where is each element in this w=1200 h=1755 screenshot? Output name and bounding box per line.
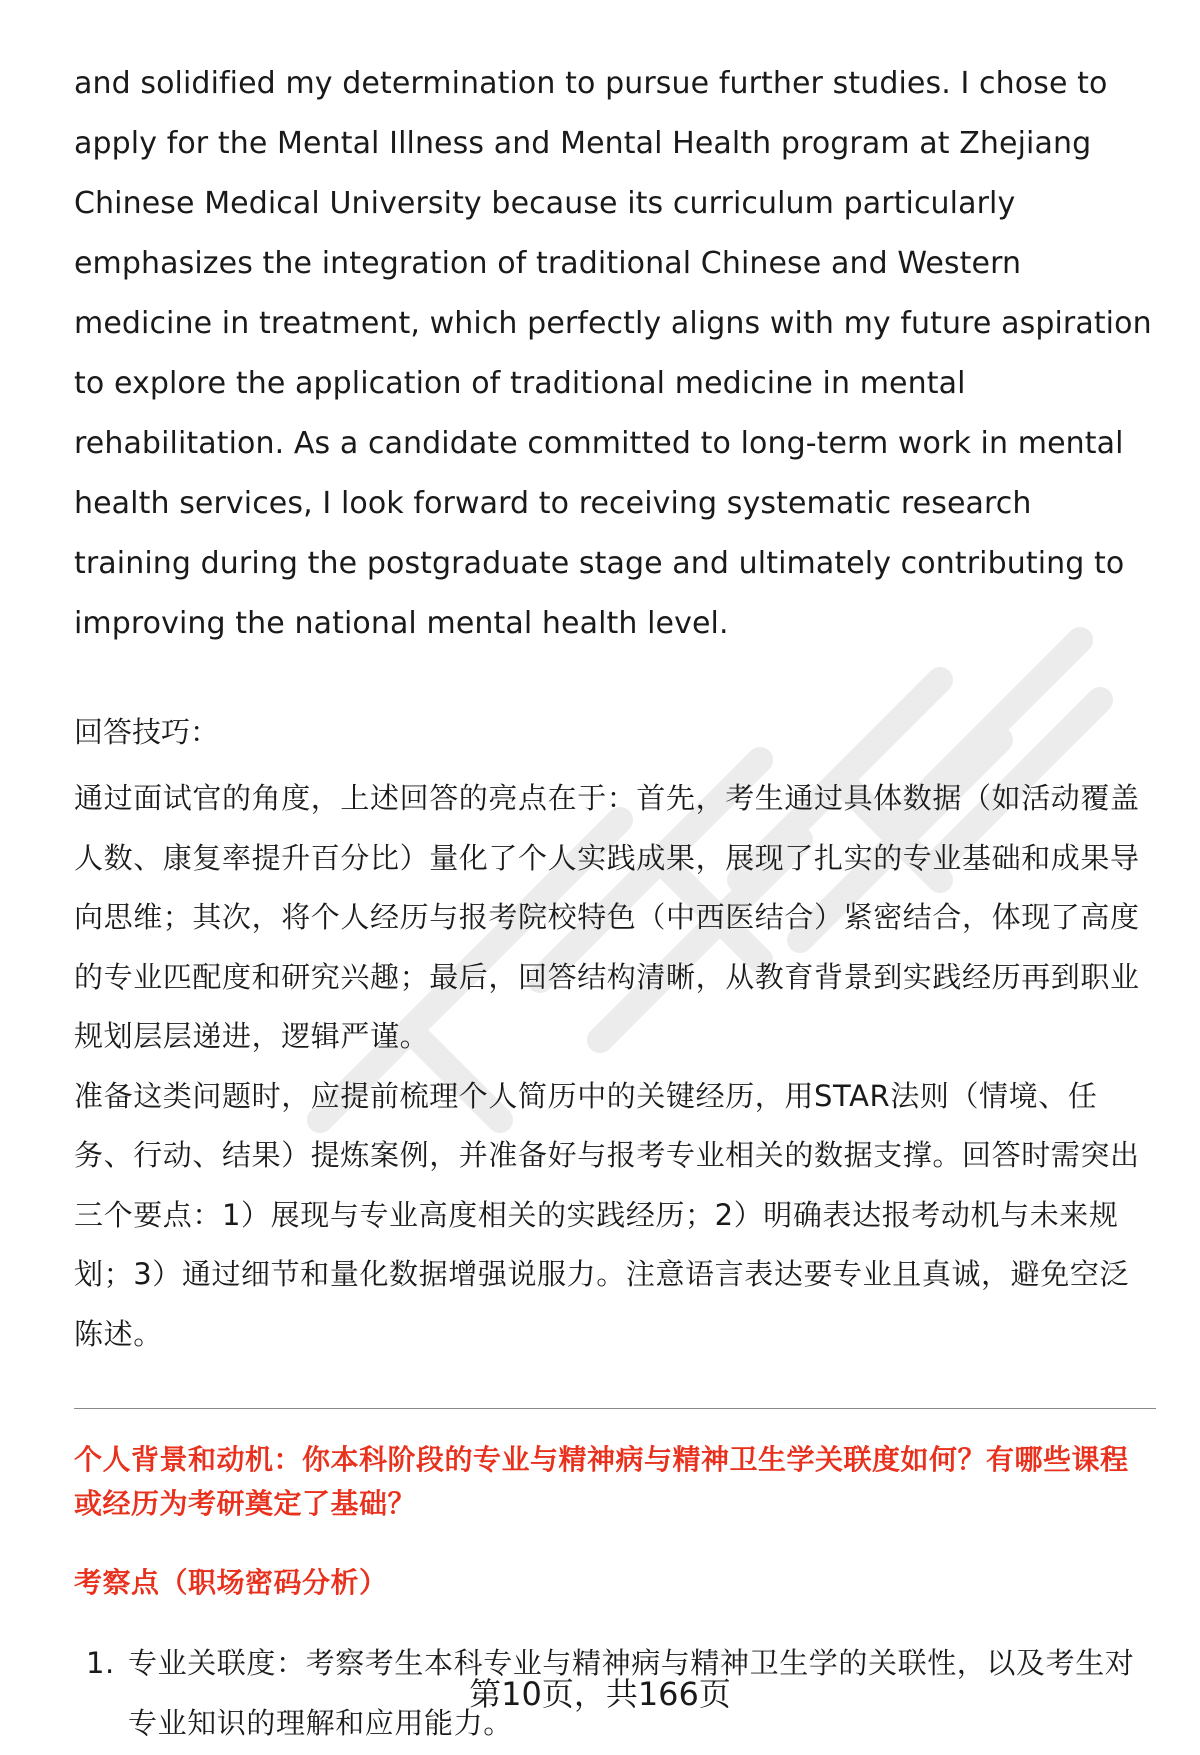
section-divider — [74, 1408, 1156, 1409]
page-footer: 第10页，共166页 — [469, 1675, 731, 1713]
tips-paragraph-2: 准备这类问题时，应提前梳理个人简历中的关键经历，用STAR法则（情境、任务、行动、结果）提炼案例，并准备好与报考专业相关的数据支撑。回答时需突出三个要点：1）展现与专业高度相关的实践经历；2）明确表达报考动机与未来规划；3）通过细节和量化数据增强说服力。注意语言表达要专业且真诚，避免空泛陈述。 — [74, 1078, 1140, 1351]
examination-heading: 考察点（职场密码分析） — [74, 1566, 388, 1599]
list-item-number: 1. — [86, 1646, 115, 1680]
page-content — [74, 54, 1154, 1753]
answer-english-paragraph: and solidified my determination to pursue further studies. I chose to apply for the Mental Illness and Mental Health program at Zhejiang Chinese Medical University because its curriculum particularly emphasizes the integration of traditional Chinese and Western medicine in treatment, which perfectly aligns with my future aspiration to explore the application of traditional medicine in mental rehabilitation. As a candidate committed to long-term work in mental health services, I look forward to receiving systematic research training during the postgraduate stage and ultimately contributing to improving the national mental health level. — [74, 66, 1152, 641]
list-item-text: 专业关联度：考察考生本科专业与精神病与精神卫生学的关联性，以及考生对专业知识的理解和应用能力。 — [128, 1646, 1135, 1740]
tips-paragraph-1: 通过面试官的角度，上述回答的亮点在于：首先，考生通过具体数据（如活动覆盖人数、康复率提升百分比）量化了个人实践成果，展现了扎实的专业基础和成果导向思维；其次，将个人经历与报考院校特色（中西医结合）紧密结合，体现了高度的专业匹配度和研究兴趣；最后，回答结构清晰，从教育背景到实践经历再到职业规划层层递进，逻辑严谨。 — [74, 781, 1140, 1053]
tips-label: 回答技巧： — [74, 715, 220, 749]
question-heading: 个人背景和动机：你本科阶段的专业与精神病与精神卫生学关联度如何？有哪些课程或经历为考研奠定了基础？ — [74, 1443, 1129, 1520]
